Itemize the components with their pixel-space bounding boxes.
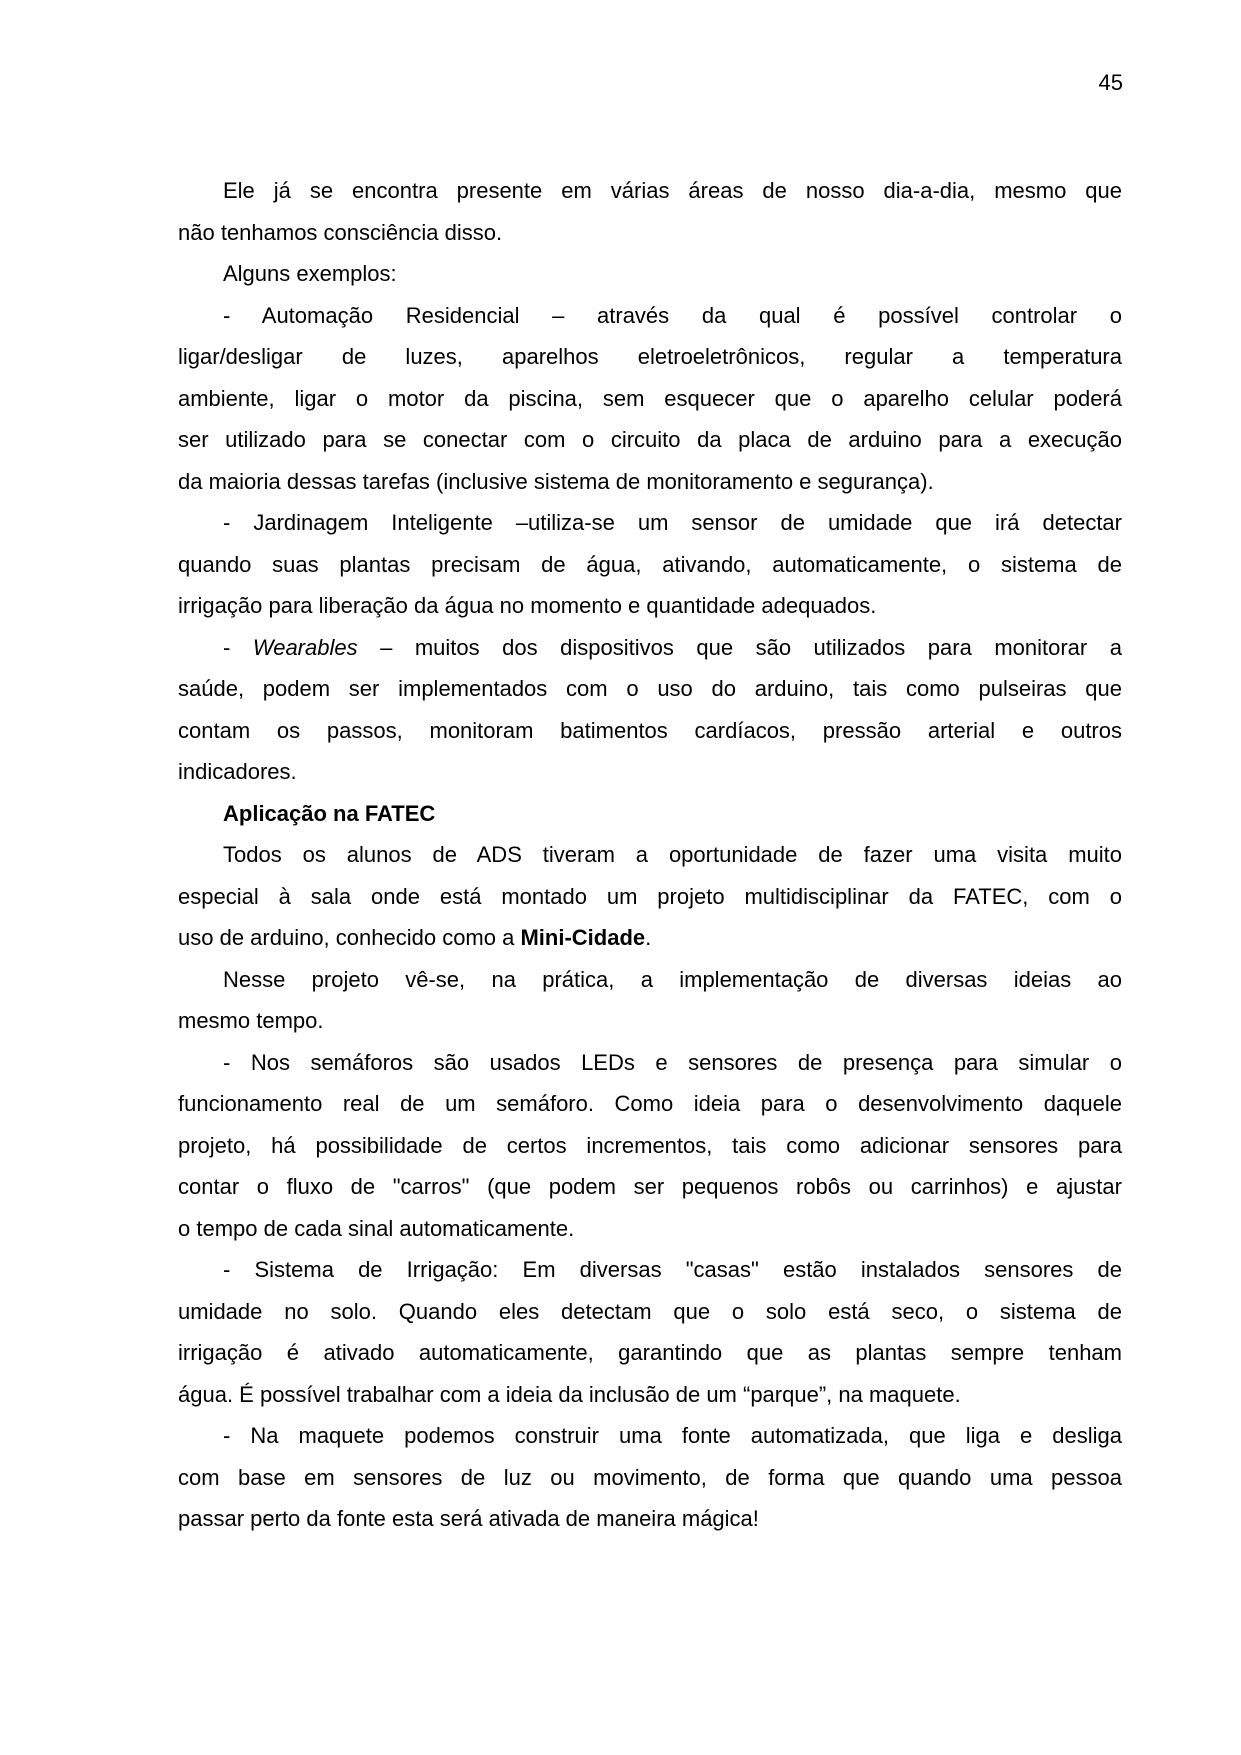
section-heading-aplicacao-fatec: [178, 793, 1122, 835]
text-segment: - Na maquete podemos construir uma fonte automatizada, que liga e desliga: [223, 1423, 1122, 1448]
text-line: [178, 793, 1122, 835]
text-line: [178, 627, 1122, 669]
text-line: [178, 295, 1122, 337]
text-line: [178, 1498, 1122, 1540]
text-line: [178, 212, 1122, 254]
text-line: [178, 1042, 1122, 1084]
paragraph-nesse-projeto: [178, 959, 1122, 1042]
text-segment: passar perto da fonte esta será ativada de maneira mágica!: [178, 1506, 759, 1531]
text-line: [178, 917, 1122, 959]
text-line: [178, 544, 1122, 586]
text-line: [178, 336, 1122, 378]
list-item-jardinagem-inteligente: [178, 502, 1122, 627]
text-segment: indicadores.: [178, 759, 297, 784]
list-item-fonte-automatizada: [178, 1415, 1122, 1540]
text-segment: Todos os alunos de ADS tiveram a oportunidade de fazer uma visita muito: [223, 842, 1122, 867]
text-line: [178, 1125, 1122, 1167]
text-line: [178, 253, 1122, 295]
text-line: [178, 378, 1122, 420]
text-line: [178, 170, 1122, 212]
text-line: [178, 834, 1122, 876]
text-segment: água. É possível trabalhar com a ideia da inclusão de um “parque”, na maquete.: [178, 1381, 961, 1407]
text-line: [178, 1166, 1122, 1208]
paragraph-intro: [178, 170, 1122, 253]
text-line: [178, 1291, 1122, 1333]
text-segment: irrigação é ativado automaticamente, garantindo que as plantas sempre tenham: [178, 1340, 1122, 1365]
text-segment: ser utilizado para se conectar com o circuito da placa de arduino para a execução: [178, 427, 1122, 452]
list-item-sistema-irrigacao: [178, 1249, 1122, 1415]
text-segment: .: [645, 925, 652, 950]
text-segment: - Jardinagem Inteligente –utiliza-se um sensor de umidade que irá detectar: [223, 510, 1122, 535]
text-line: [178, 585, 1122, 627]
text-line: [178, 419, 1122, 461]
text-segment: com base em sensores de luz ou movimento, de forma que quando uma pessoa: [178, 1464, 1122, 1490]
bold-text: Mini-Cidade: [520, 925, 646, 950]
text-segment: contam os passos, monitoram batimentos cardíacos, pressão arterial e outros: [178, 717, 1122, 743]
text-line: [178, 1000, 1122, 1042]
text-segment: da maioria dessas tarefas (inclusive sistema de monitoramento e segurança).: [178, 468, 934, 494]
text-segment: Ele já se encontra presente em várias áreas de nosso dia-a-dia, mesmo que: [223, 178, 1122, 203]
text-segment: -: [223, 634, 253, 660]
text-line: [178, 710, 1122, 752]
text-line: [178, 1374, 1122, 1416]
text-segment: mesmo tempo.: [178, 1008, 324, 1033]
text-segment: o tempo de cada sinal automaticamente.: [178, 1215, 575, 1241]
text-line: [178, 1083, 1122, 1125]
text-line: [178, 461, 1122, 503]
list-item-automacao-residencial: [178, 295, 1122, 503]
text-line: [178, 1208, 1122, 1250]
bold-text: Aplicação na FATEC: [223, 800, 436, 826]
text-segment: - Nos semáforos são usados LEDs e sensores de presença para simular o: [223, 1049, 1122, 1075]
text-segment: especial à sala onde está montado um projeto multidisciplinar da FATEC, com o: [178, 883, 1122, 909]
document-body: [178, 170, 1122, 1540]
text-segment: projeto, há possibilidade de certos incrementos, tais como adicionar sensores para: [178, 1132, 1122, 1158]
text-line: [178, 1457, 1122, 1499]
text-segment: – muitos dos dispositivos que são utilizados para monitorar a: [357, 634, 1122, 660]
text-segment: contar o fluxo de "carros" (que podem ser pequenos robôs ou carrinhos) e ajustar: [178, 1174, 1122, 1199]
text-segment: quando suas plantas precisam de água, ativando, automaticamente, o sistema de: [178, 551, 1122, 577]
text-line: [178, 959, 1122, 1001]
text-segment: Nesse projeto vê-se, na prática, a implementação de diversas ideias ao: [223, 966, 1122, 992]
text-segment: uso de arduino, conhecido como a: [178, 925, 521, 950]
italic-text: Wearables: [252, 634, 358, 660]
text-segment: Alguns exemplos:: [223, 261, 397, 286]
text-line: [178, 1415, 1122, 1457]
text-line: [178, 1249, 1122, 1291]
text-line: [178, 502, 1122, 544]
paragraph-examples-label: [178, 253, 1122, 295]
text-line: [178, 876, 1122, 918]
text-segment: umidade no solo. Quando eles detectam que o solo está seco, o sistema de: [178, 1298, 1122, 1324]
text-segment: - Automação Residencial – através da qual é possível controlar o: [223, 302, 1122, 328]
text-segment: ambiente, ligar o motor da piscina, sem esquecer que o aparelho celular poderá: [178, 385, 1122, 411]
list-item-semaforos: [178, 1042, 1122, 1250]
text-line: [178, 1332, 1122, 1374]
text-segment: funcionamento real de um semáforo. Como ideia para o desenvolvimento daquele: [178, 1091, 1122, 1116]
text-segment: irrigação para liberação da água no momento e quantidade adequados.: [178, 593, 877, 618]
text-line: [178, 751, 1122, 793]
text-segment: ligar/desligar de luzes, aparelhos eletroeletrônicos, regular a temperatura: [178, 344, 1122, 369]
text-segment: não tenhamos consciência disso.: [178, 219, 503, 245]
text-segment: - Sistema de Irrigação: Em diversas "casas" estão instalados sensores de: [223, 1257, 1122, 1282]
list-item-wearables: [178, 627, 1122, 793]
page-number: 45: [1098, 70, 1123, 95]
text-line: [178, 668, 1122, 710]
paragraph-visita: [178, 834, 1122, 959]
text-segment: saúde, podem ser implementados com o uso do arduino, tais como pulseiras que: [178, 676, 1122, 701]
